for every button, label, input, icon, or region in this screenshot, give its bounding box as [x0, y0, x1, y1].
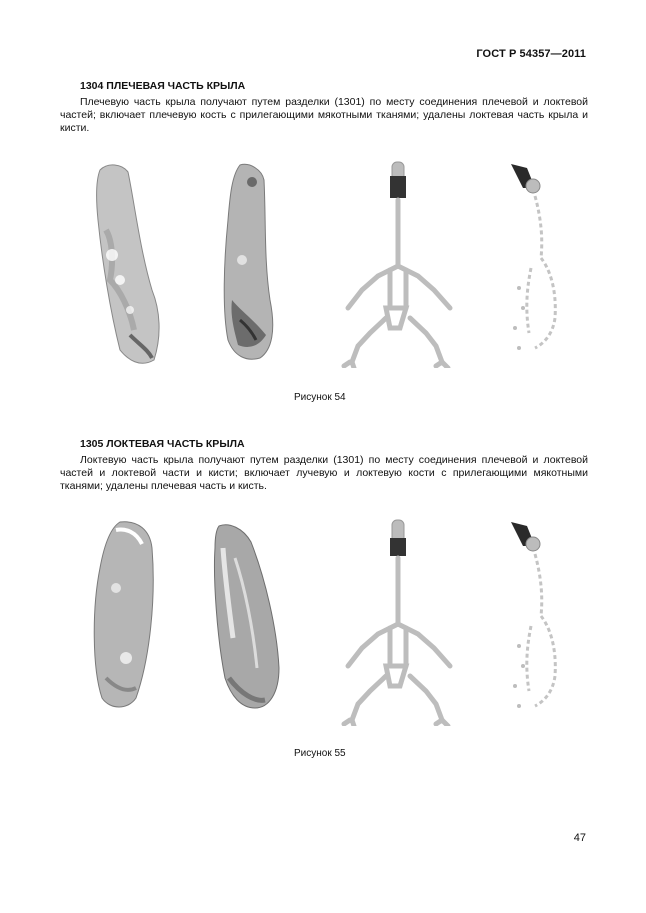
humerus-part-photo-back — [210, 160, 285, 365]
section-title: 1305 ЛОКТЕВАЯ ЧАСТЬ КРЫЛА — [80, 438, 245, 450]
section-1304 — [60, 80, 588, 135]
ulna-part-photo-back — [205, 518, 285, 713]
humerus-part-photo-front — [90, 160, 170, 370]
wing-diagram-ulna-highlighted — [505, 516, 575, 716]
document-header: ГОСТ Р 54357—2011 — [476, 48, 586, 60]
figure-caption: Рисунок 54 — [294, 392, 346, 403]
figure-caption: Рисунок 55 — [294, 748, 346, 759]
section-1305 — [60, 438, 588, 493]
section-title: 1304 ПЛЕЧЕВАЯ ЧАСТЬ КРЫЛА — [80, 80, 246, 92]
skeleton-diagram-ulna-highlighted — [340, 516, 465, 726]
section-body: Локтевую часть крыла получают путем разделки (1301) по месту соединения плечевой и локтевой частей и локтевой части и кисти; включает лучевую и локтевую кости с прилегающими мякотными тканями; удалены плечевая часть и кисть. — [60, 454, 588, 492]
section-body: Плечевую часть крыла получают путем разделки (1301) по месту соединения плечевой и локтевой частей; включает плечевую кость с прилегающими мякотными тканями; удалены локтевая часть крыла и кисти. — [60, 96, 588, 134]
skeleton-diagram-humerus-highlighted — [340, 158, 465, 368]
page-number: 47 — [573, 832, 586, 844]
wing-diagram-humerus-highlighted — [505, 158, 575, 358]
ulna-part-photo-front — [86, 518, 161, 713]
